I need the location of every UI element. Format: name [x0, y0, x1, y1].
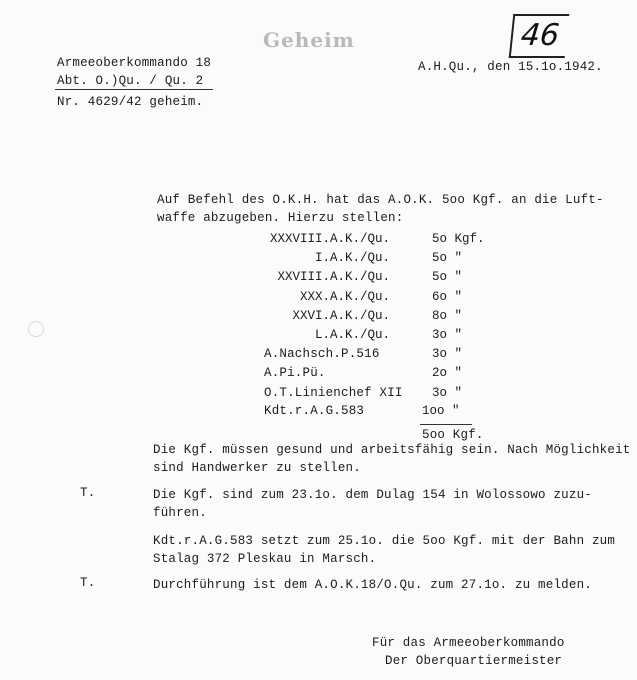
rail-paragraph-line-1: Kdt.r.A.G.583 setzt zum 25.1o. die 5oo Kgf. mit der Bahn zum: [153, 534, 616, 548]
allocation-amount: 3o ": [432, 328, 463, 342]
sender-line-1: Armeeoberkommando 18: [57, 56, 212, 70]
health-paragraph-line-2: sind Handwerker zu stellen.: [153, 461, 361, 475]
sender-line-2: Abt. O.)Qu. / Qu. 2: [57, 74, 204, 88]
allocation-unit: Kdt.r.A.G.583: [264, 404, 365, 418]
allocation-unit: XXXVIII.A.K./Qu.: [269, 232, 390, 246]
health-paragraph-line-1: Die Kgf. müssen gesund und arbeitsfähig sein. Nach Möglichkeit: [153, 443, 631, 457]
allocation-amount: 5o ": [432, 251, 463, 265]
sender-underline: [55, 89, 213, 90]
sum-line: [420, 424, 472, 425]
intro-line-1: Auf Befehl des O.K.H. hat das A.O.K. 5oo Kgf. an die Luft-: [157, 193, 604, 207]
page-number: 46: [509, 14, 570, 58]
allocation-unit: A.Nachsch.P.516: [264, 347, 380, 361]
dulag-paragraph-line-2: führen.: [153, 506, 207, 520]
intro-line-2: waffe abzugeben. Hierzu stellen:: [157, 211, 404, 225]
allocation-amount: 3o ": [432, 386, 463, 400]
allocation-unit: A.Pi.Pü.: [264, 366, 326, 380]
allocation-unit: XXVIII.A.K./Qu.: [277, 270, 390, 284]
reference-number: Nr. 4629/42 geheim.: [57, 95, 204, 109]
allocation-amount: 1oo ": [422, 404, 460, 418]
paragraph-marker: T.: [80, 576, 96, 590]
allocation-amount: 8o ": [432, 309, 463, 323]
allocation-amount: 6o ": [432, 290, 463, 304]
allocation-unit: XXX.A.K./Qu.: [299, 290, 390, 304]
allocation-amount: 3o ": [432, 347, 463, 361]
allocation-unit: O.T.Linienchef XII: [264, 386, 403, 400]
allocation-unit: L.A.K./Qu.: [314, 328, 390, 342]
allocation-total: 5oo Kgf.: [422, 428, 484, 442]
paragraph-marker: T.: [80, 486, 96, 500]
allocation-unit: XXVI.A.K./Qu.: [292, 309, 390, 323]
allocation-unit: I.A.K./Qu.: [314, 251, 390, 265]
report-paragraph: Durchführung ist dem A.O.K.18/O.Qu. zum 27.1o. zu melden.: [153, 578, 592, 592]
punch-hole: [28, 321, 44, 337]
classification-stamp: Geheim: [263, 28, 355, 52]
dulag-paragraph-line-1: Die Kgf. sind zum 23.1o. dem Dulag 154 in Wolossowo zuzu-: [153, 488, 592, 502]
allocation-amount: 2o ": [432, 366, 463, 380]
signature-line-2: Der Oberquartiermeister: [385, 654, 563, 668]
allocation-amount: 5o Kgf.: [432, 232, 485, 246]
allocation-amount: 5o ": [432, 270, 463, 284]
place-date: A.H.Qu., den 15.1o.1942.: [418, 60, 603, 74]
signature-line-1: Für das Armeeoberkommando: [372, 636, 565, 650]
rail-paragraph-line-2: Stalag 372 Pleskau in Marsch.: [153, 552, 377, 566]
